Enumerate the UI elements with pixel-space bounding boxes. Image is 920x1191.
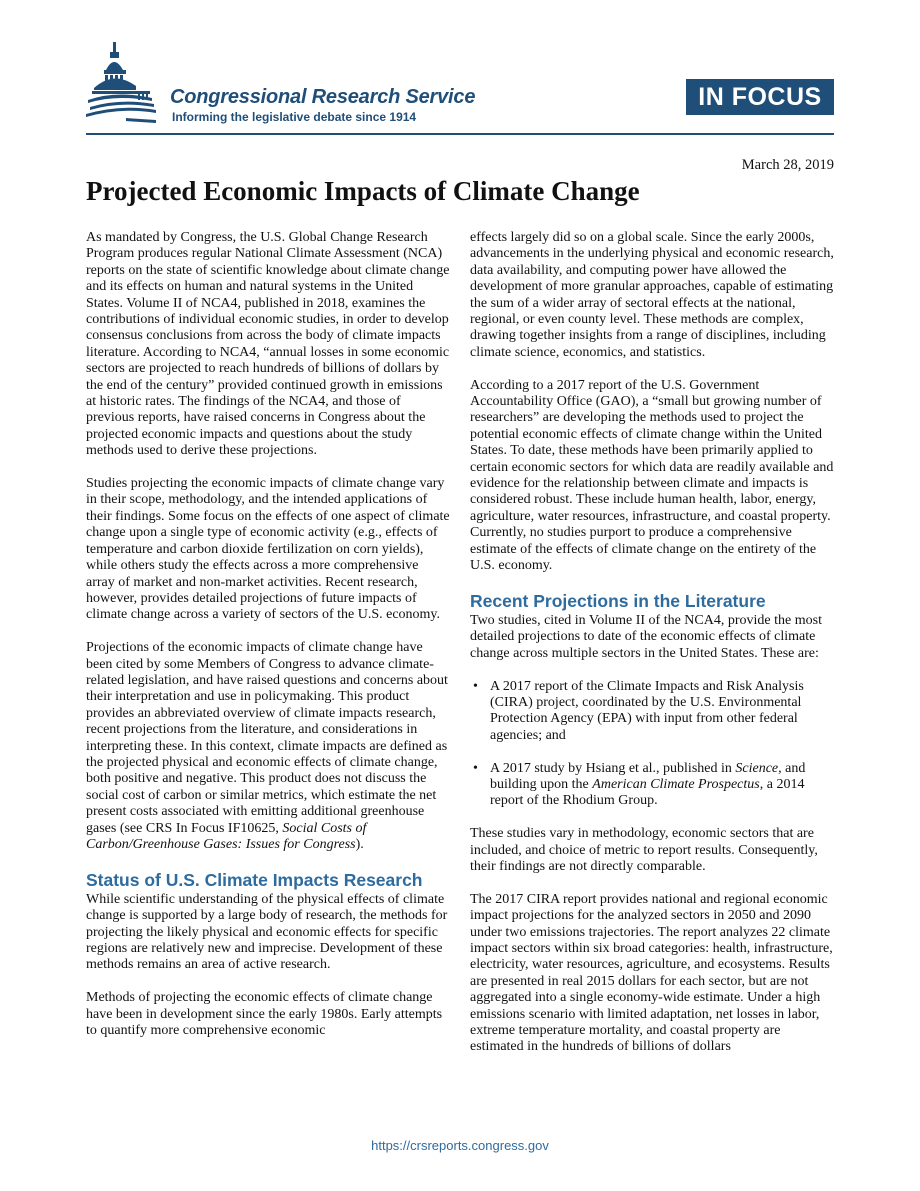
paragraph: These studies vary in methodology, economic sectors that are included, and choice of metric to report results. Consequently, their findings are not directly comparable. bbox=[470, 826, 818, 874]
header-divider bbox=[86, 133, 834, 135]
paragraph: The 2017 CIRA report provides national and regional economic impact projections for the analyzed sectors in 2050 and 2090 under two emissions trajectories. The report analyzes 22 climate impact sectors within six broad categories: health, infrastructure, electricity, water resources, agriculture, and ecosystems. Results are presented in real 2015 dollars for each sector, but are not aggregated into a single economy-wide estimate. Under a high emissions scenario with limited adaptation, net losses in labor, extreme temperature mortality, and coastal property are estimated in the hundreds of billions of dollars bbox=[470, 891, 833, 1055]
study-list bbox=[470, 679, 834, 810]
publication-date: March 28, 2019 bbox=[741, 157, 834, 173]
paragraph: effects largely did so on a global scale. Since the early 2000s, advancements in the underlying physical and economic research, data availability, and computing power have allowed the development of more granular approaches, capable of estimating the sum of a wider array of sectoral effects at the national, regional, or even county level. These methods are complex, drawing together insights from a range of disciplines, including climate science, economics, and statistics. bbox=[470, 230, 834, 360]
paragraph: As mandated by Congress, the U.S. Global Change Research Program produces regular National Climate Assessment (NCA) reports on the state of scientific knowledge about climate change and its effects on human and natural systems in the United States. Volume II of NCA4, published in 2018, examines the contributions of individual economic studies, in order to develop consensus conclusions from across the body of climate impacts literature. According to NCA4, “annual losses in some economic sectors are projected to reach hundreds of billions of dollars by the end of the century” provided continued growth in emissions at historic rates. The findings of the NCA4, and those of previous reports, have raised concerns in Congress about the projected economic impacts and questions about the study methods used to derive these projections. bbox=[86, 230, 450, 459]
section-heading-recent: Recent Projections in the Literature bbox=[470, 590, 766, 611]
in-focus-badge: IN FOCUS bbox=[686, 79, 834, 115]
bullet-icon: • bbox=[473, 760, 478, 776]
page-title: Projected Economic Impacts of Climate Change bbox=[86, 176, 640, 206]
brand-tagline: Informing the legislative debate since 1914 bbox=[172, 110, 417, 124]
list-item: • A 2017 report of the Climate Impacts and Risk Analysis (CIRA) project, coordinated by the U.S. Environmental Protection Agency (EPA) with input from other federal agencies; and bbox=[473, 678, 804, 743]
paragraph: Two studies, cited in Volume II of the NCA4, provide the most detailed projections to date of the economic effects of climate change across multiple sectors in the United States. These are: bbox=[470, 612, 822, 661]
section-heading-status: Status of U.S. Climate Impacts Research bbox=[86, 869, 423, 890]
paragraph: According to a 2017 report of the U.S. Government Accountability Office (GAO), a “small but growing number of researchers” are developing the methods used to project the potential economic effects of climate change within the United States. To date, these methods have been primarily applied to certain economic sectors for which data are readily available and evidence for the relationship between climate and impacts is considered robust. These include human health, labor, energy, agriculture, water resources, infrastructure, and coastal property. Currently, no studies purport to produce a comprehensive estimate of the effects of climate change on the entirety of the U.S. economy. bbox=[470, 377, 834, 574]
list-item: • A 2017 study by Hsiang et al., published in Science, and building upon the American Climate Prospectus, a 2014 report of the Rhodium Group. bbox=[473, 760, 806, 809]
capitol-dome-icon bbox=[86, 40, 166, 130]
paragraph: Studies projecting the economic impacts of climate change vary in their scope, methodology, and the intended applications of their findings. Some focus on the effects of one aspect of climate change upon a single type of economic activity (e.g., effects of temperature and carbon dioxide fertilization on corn yields), while others study the effects across a more comprehensive array of market and non-market activities. Recent research, however, provides detailed projections of future impacts of climate change across a variety of sectors of the U.S. economy. bbox=[86, 476, 450, 623]
bullet-icon: • bbox=[473, 678, 478, 694]
footer-url[interactable]: https://crsreports.congress.gov bbox=[371, 1138, 549, 1153]
brand-name: Congressional Research Service bbox=[170, 86, 476, 108]
right-column bbox=[470, 230, 834, 1072]
paragraph: While scientific understanding of the physical effects of climate change is supported by a large body of research, the methods for projecting the likely physical and economic effects for specific regions are relatively new and imprecise. Development of these methods remains an area of active research. bbox=[86, 891, 448, 973]
paragraph: Methods of projecting the economic effects of climate change have been in development since the early 1980s. Early attempts to quantify more comprehensive economic bbox=[86, 990, 443, 1039]
left-column bbox=[86, 230, 450, 1056]
paragraph: Projections of the economic impacts of climate change have been cited by some Members of Congress to advance climate-related legislation, and have raised questions and concerns about their interpretation and use in policymaking. This product provides an abbreviated overview of climate impacts research, recent projections from the literature, and considerations in interpreting these. In this context, climate impacts are defined as the projected physical and economic effects of climate change, both positive and negative. This product does not discuss the social cost of carbon or similar metrics, which estimate the net present costs associated with emitting additional greenhouse gases (see CRS In Focus IF10625, Social Costs of Carbon/Greenhouse Gases: Issues for Congress). bbox=[86, 640, 448, 852]
